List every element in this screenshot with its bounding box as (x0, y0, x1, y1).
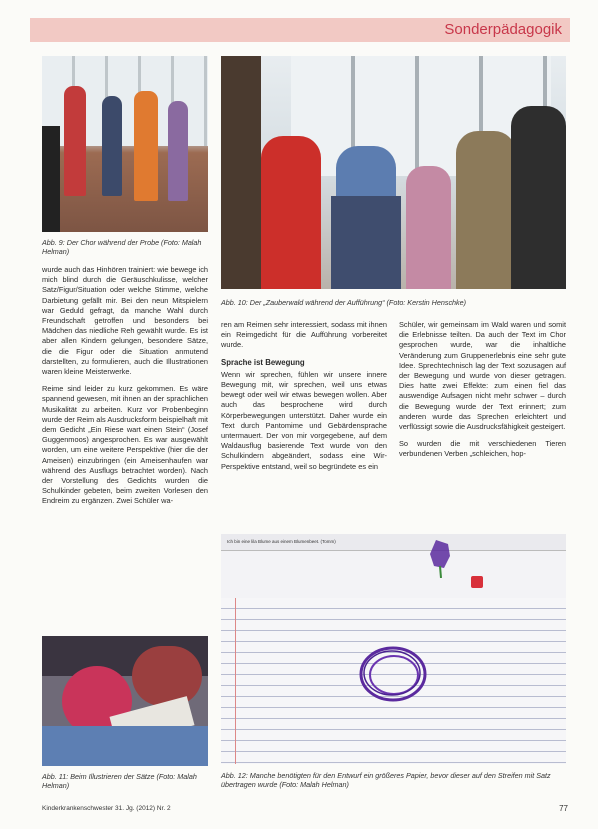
caption-fig9: Abb. 9: Der Chor während der Probe (Foto: Malah Helman) (42, 238, 202, 256)
photo-magic-forest-performance (221, 56, 566, 289)
section-header-band (30, 18, 570, 42)
col2-paragraph-2: Wenn wir sprechen, fühlen wir unsere innere Bewegung mit, wir sprechen, weil uns etwas bewegt oder weil wir etwas bewegen wollen. Aber auch das besprochene wird durch Körperbewegungen unterstützt. Daher wurde ein Text durch Pantomime und Gebärdensprache untermauert. Der von mir vorgegebene, auf dem Waldausflug basierende Text wurde von den Schulkindern abgeändert, sodass eine Wir-Perspektive entstand, weil so begründete es ein (221, 369, 387, 471)
purple-flower-drawing (426, 538, 456, 578)
page-number: 77 (559, 804, 568, 813)
photo-worksheet-drawing (221, 534, 566, 764)
text-column-1 (42, 265, 208, 514)
red-eraser (471, 576, 483, 588)
photo-choir-rehearsal (42, 56, 208, 232)
text-column-3 (399, 320, 566, 467)
caption-fig11: Abb. 11: Beim Illustrieren der Sätze (Foto: Malah Helman) (42, 772, 197, 790)
purple-scribble-drawing (356, 639, 431, 709)
worksheet-title: Ich bin eine lila Blume aus einem Blumenbeet. (Tomm) (227, 539, 336, 544)
col3-paragraph-1: Schüler, wir gemeinsam im Wald waren und somit die Erlebnisse teilten. Da auch der Text im Chor gesprochen wurde, war die inhaltliche Veränderung zum Gruppenerlebnis eine sehr gute Idee. Sprechtechnisch lag der Text sozusagen auf der Bewegung und wurde von dieser getragen. Dies hatte zwei Effekte: zum einen fiel das auswendige Aufsagen nicht mehr schwer – durch die Bewegung wurde der Text erinnert; zum anderen wurde das Sprechen erleichtert und verflüssigt sowie die Ausdrucksfähigkeit gesteigert. (399, 320, 566, 432)
col1-paragraph-1: wurde auch das Hinhören trainiert: wie bewege ich mich blind durch die Geräuschkulisse, welcher Satz/Figur/Situation oder welche Stimme, welche Darbietung gefällt mir. Bei den neun Mitspielern war Geduld gefragt, da manche Wahl durch Freundschaft getroffen und besonders bei Mädchen das niedliche Reh gewählt wurde. Es ist aber allen Kindern gelungen, besondere Sätze, die die Figur oder die Situation anmutend darstellten, zu formulieren, auch die Illustrationen waren kleine Meisterwerke. (42, 265, 208, 377)
col2-paragraph-1: ren am Reimen sehr interessiert, sodass mit ihnen ein Reimgedicht für die Aufführung vorbereitet wurde. (221, 320, 387, 350)
caption-fig12: Abb. 12: Manche benötigten für den Entwurf ein größeres Papier, bevor dieser auf den Streifen mit Satz übertragen wurde (Foto: Malah Helman) (221, 771, 551, 789)
section-title: Sonderpädagogik (444, 21, 562, 38)
col2-heading: Sprache ist Bewegung (221, 357, 305, 367)
footer-journal: Kinderkrankenschwester 31. Jg. (2012) Nr. 2 (42, 805, 171, 812)
text-column-2 (221, 320, 387, 479)
photo-illustrating-sentences (42, 636, 208, 766)
col1-paragraph-2: Reime sind leider zu kurz gekommen. Es wäre spannend gewesen, mit ihnen an der sprachlichen Musikalität zu arbeiten. Kurz vor Probenbeginn wurde der Reim als Ausdrucksform beispielhaft mit dem Gedicht „Ein Riese wart einen Stein“ (Josef Guggenmoos) angesprochen. Es war ausgewählt worden, um eine weitere Perspektive (hier die der Ameisen) einzubringen (ein Ameisenhaufen war während des Ausflugs betrachtet worden). Nach der Vorstellung des Gedichts wurden die Schulkinder gebeten, beim zweiten Vorlesen den Endreim zu ergänzen. Zwei Schüler wa- (42, 384, 208, 506)
col3-paragraph-2: So wurden die mit verschiedenen Tieren verbundenen Verben „schleichen, hop- (399, 439, 566, 459)
caption-fig10: Abb. 10: Der „Zauberwald während der Aufführung“ (Foto: Kerstin Henschke) (221, 298, 467, 307)
